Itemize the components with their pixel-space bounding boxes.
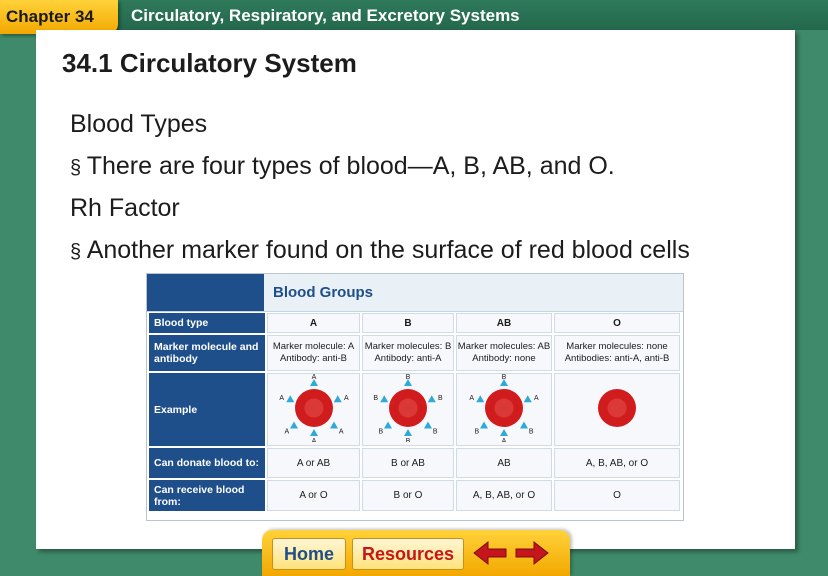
table-row: [149, 480, 680, 511]
table-row: [149, 448, 680, 478]
row-label: Can receive blood from:: [149, 480, 265, 511]
marker-label: A: [278, 394, 284, 402]
antibody-text: Antibodies: anti-A, anti-B: [564, 353, 670, 364]
table-row: [149, 373, 680, 446]
table-cell: A, B, AB, or O: [554, 448, 680, 478]
cell-highlight: [304, 399, 323, 418]
surface-marker: [500, 429, 508, 436]
section-title: 34.1 Circulatory System: [62, 48, 357, 78]
surface-marker: [476, 395, 484, 402]
table-cell: B: [362, 313, 454, 333]
marker-label: A: [533, 394, 539, 402]
marker-text: Marker molecules: AB: [457, 341, 551, 352]
marker-label: A: [343, 394, 349, 402]
example-cell: [267, 373, 360, 446]
chapter-title: Circulatory, Respiratory, and Excretory Systems: [131, 6, 520, 25]
table-cell: [554, 335, 680, 371]
arrow-left-icon[interactable]: [472, 540, 508, 566]
marker-text: Marker molecules: none: [566, 341, 668, 352]
surface-marker: [333, 395, 341, 402]
figure-header-stripe: [147, 274, 264, 311]
blood-groups-table: [147, 311, 682, 513]
navigation-bar: [262, 530, 570, 576]
table-cell: AB: [456, 448, 552, 478]
table-cell: [362, 335, 454, 371]
table-cell: [267, 335, 360, 371]
marker-label: B: [378, 428, 384, 436]
table-cell: A or AB: [267, 448, 360, 478]
red-blood-cell-icon: [461, 374, 547, 442]
surface-marker: [286, 395, 294, 402]
antibody-text: Antibody: none: [472, 353, 536, 364]
surface-marker: [384, 422, 392, 429]
bullet-text: § There are four types of blood—A, B, AB, and O.: [70, 152, 615, 180]
resources-button[interactable]: Resources: [352, 538, 464, 570]
row-label: Can donate blood to:: [149, 448, 265, 478]
example-cell: [554, 373, 680, 446]
table-cell: A, B, AB, or O: [456, 480, 552, 511]
surface-marker: [520, 422, 528, 429]
table-cell: [456, 335, 552, 371]
row-label: Example: [149, 373, 265, 446]
blood-groups-figure: [146, 273, 684, 521]
bullet-item: [70, 236, 690, 265]
marker-label: A: [283, 428, 289, 436]
table-cell: O: [554, 480, 680, 511]
cell-highlight: [399, 399, 418, 418]
surface-marker: [480, 422, 488, 429]
antibody-text: Antibody: anti-B: [279, 353, 348, 364]
marker-text: Marker molecules: B: [364, 341, 452, 352]
marker-label: B: [405, 438, 411, 442]
table-row: [149, 313, 680, 333]
chapter-label: Chapter 34: [6, 7, 94, 26]
surface-marker: [310, 429, 318, 436]
bullet-item: [70, 152, 615, 181]
marker-label: A: [338, 428, 344, 436]
chapter-tab: [0, 0, 118, 34]
marker-label: B: [373, 394, 379, 402]
marker-label: B: [437, 394, 443, 402]
marker-label: A: [501, 438, 507, 442]
table-cell: AB: [456, 313, 552, 333]
surface-marker: [290, 422, 298, 429]
example-cell: [456, 373, 552, 446]
table-row: [149, 335, 680, 371]
figure-header: [147, 274, 683, 312]
heading-rh-factor: Rh Factor: [70, 194, 180, 222]
home-button[interactable]: Home: [272, 538, 346, 570]
surface-marker: [428, 395, 436, 402]
bullet-text: § Another marker found on the surface of red blood cells: [70, 236, 690, 264]
row-label: Blood type: [149, 313, 265, 333]
figure-title: Blood Groups: [273, 284, 373, 301]
row-label: Marker molecule and antibody: [149, 335, 265, 371]
cell-highlight: [608, 399, 627, 418]
cell-highlight: [495, 399, 514, 418]
table-cell: A: [267, 313, 360, 333]
marker-label: B: [501, 374, 507, 381]
surface-marker: [330, 422, 338, 429]
antibody-text: Antibody: anti-A: [374, 353, 442, 364]
table-cell: B or AB: [362, 448, 454, 478]
marker-label: B: [432, 428, 438, 436]
example-cell: [362, 373, 454, 446]
table-cell: O: [554, 313, 680, 333]
red-blood-cell-icon: [271, 374, 357, 442]
table-cell: A or O: [267, 480, 360, 511]
marker-label: A: [311, 438, 316, 442]
marker-text: Marker molecule: A: [272, 341, 355, 352]
marker-label: B: [474, 428, 480, 436]
table-cell: B or O: [362, 480, 454, 511]
marker-label: B: [405, 374, 411, 381]
marker-label: A: [311, 374, 316, 381]
red-blood-cell-icon: [574, 374, 660, 442]
heading-blood-types: Blood Types: [70, 110, 208, 138]
surface-marker: [524, 395, 532, 402]
arrow-right-icon[interactable]: [514, 540, 550, 566]
surface-marker: [404, 429, 412, 436]
surface-marker: [424, 422, 432, 429]
marker-label: A: [469, 394, 475, 402]
surface-marker: [380, 395, 388, 402]
red-blood-cell-icon: [365, 374, 451, 442]
marker-label: B: [528, 428, 534, 436]
